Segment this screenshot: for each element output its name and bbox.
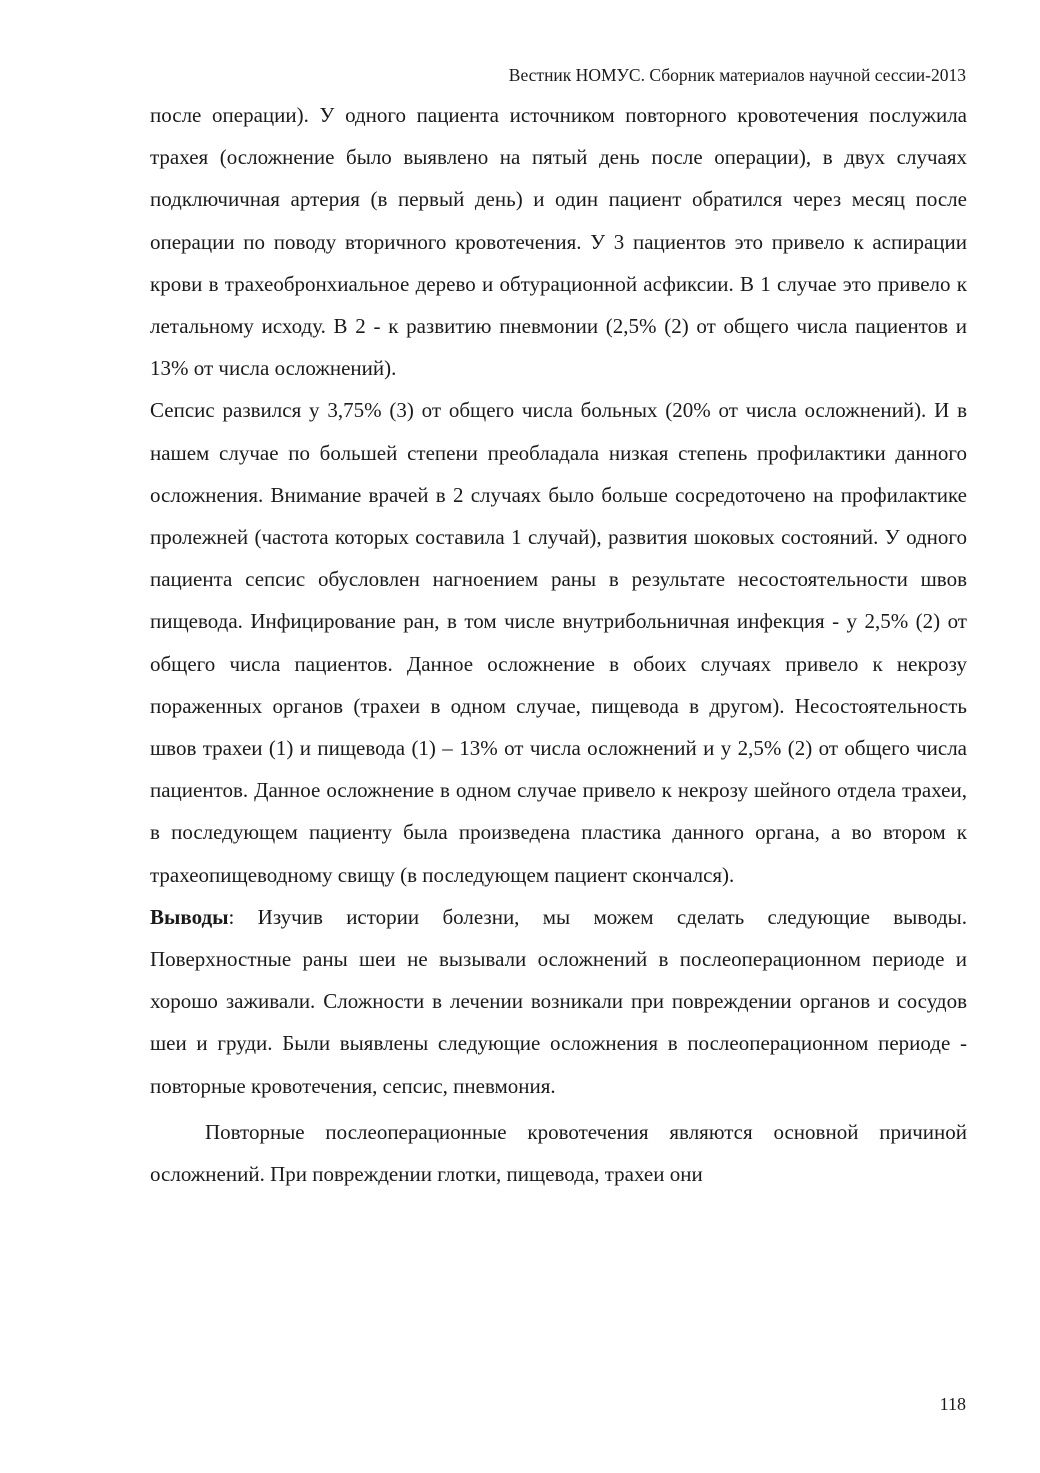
conclusions-text: : Изучив истории болезни, мы можем сделать следующие выводы. Поверхностные раны шеи не вызывали осложнений в послеоперационном периоде и хорошо заживали. Сложности в лечении возникали при повреждении органов и сосудов шеи и груди. Были выявлены следующие осложнения в послеоперационном периоде - повторные кровотечения, сепсис, пневмония. (150, 904, 967, 1098)
paragraph-sepsis: Сепсис развился у 3,75% (3) от общего числа больных (20% от числа осложнений). И в нашем случае по большей степени преобладала низкая степень профилактики данного осложнения. Внимание врачей в 2 случаях было больше сосредоточено на профилактике пролежней (частота которых составила 1 случай), развития шоковых состояний. У одного пациента сепсис обусловлен нагноением раны в результате несостоятельности швов пищевода. Инфицирование ран, в том числе внутрибольничная инфекция - у 2,5% (2) от общего числа пациентов. Данное осложнение в обоих случаях привело к некрозу пораженных органов (трахеи в одном случае, пищевода в другом). Несостоятельность швов трахеи (1) и пищевода (1) – 13% от числа осложнений и у 2,5% (2) от общего числа пациентов. Данное осложнение в одном случае привело к некрозу шейного отдела трахеи, в последующем пациенту была произведена пластика данного органа, а во втором к трахеопищеводному свищу (в последующем пациент скончался). (150, 398, 967, 887)
page-number: 118 (939, 1394, 966, 1414)
paragraph-complications-bleeding: после операции). У одного пациента источником повторного кровотечения послужила трахея (осложнение было выявлено на пятый день после операции), в двух случаях подключичная артерия (в первый день) и один пациент обратился через месяц после операции по поводу вторичного кровотечения. У 3 пациентов это привело к аспирации крови в трахеобронхиальное дерево и обтурационной асфиксии. В 1 случае это привело к летальному исходу. В 2 - к развитию пневмонии (2,5% (2) от общего числа пациентов и 13% от числа осложнений). (150, 103, 967, 381)
conclusions-label: Выводы (150, 904, 229, 929)
running-header: Вестник НОМУС. Сборник материалов научной сессии-2013 (508, 65, 966, 85)
paragraph-repeated-bleeding: Повторные послеоперационные кровотечения являются основной причиной осложнений. При повреждении глотки, пищевода, трахеи они (150, 1119, 967, 1187)
body-text (150, 94, 967, 1195)
paragraph-conclusions (150, 896, 967, 1107)
